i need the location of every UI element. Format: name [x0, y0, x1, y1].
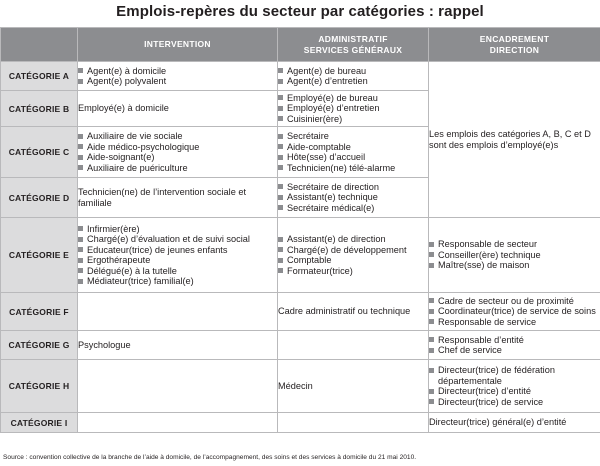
admin-a-list [278, 66, 428, 87]
category-f-label: CATÉGORIE F [1, 293, 78, 331]
admin-d-list [278, 182, 428, 214]
list-item: Chef de service [429, 345, 600, 356]
encadrement-i-cell [429, 413, 600, 433]
categories-table [0, 27, 600, 433]
intervention-f-cell [78, 293, 278, 331]
list-item: Chargé(e) d’évaluation et de suivi social [78, 234, 277, 245]
header-encadrement-line1: ENCADREMENT [479, 33, 550, 44]
list-item: Employé(e) de bureau [278, 93, 428, 104]
intervention-g-cell [78, 331, 278, 360]
list-item: Agent(e) de bureau [278, 66, 428, 77]
list-item: Comptable [278, 255, 428, 266]
admin-e-list [278, 234, 428, 276]
admin-f-cell [278, 293, 429, 331]
list-item: Secrétaire médical(e) [278, 203, 428, 214]
encadrement-i-text: Directeur(trice) général(e) d’entité [429, 417, 567, 428]
intervention-a-list [78, 66, 277, 87]
list-item: Agent(e) à domicile [78, 66, 277, 77]
admin-b-cell [278, 91, 429, 127]
list-item: Formateur(trice) [278, 266, 428, 277]
admin-a-cell [278, 62, 429, 91]
list-item: Responsable d’entité [429, 335, 600, 346]
header-intervention-label: INTERVENTION [144, 39, 211, 49]
table-row-a [1, 62, 600, 91]
encadrement-g-list [429, 335, 600, 356]
list-item: Assistant(e) technique [278, 192, 428, 203]
list-item: Employé(e) d’entretien [278, 103, 428, 114]
admin-d-cell [278, 178, 429, 218]
list-item: Aide-comptable [278, 142, 428, 153]
category-i-label: CATÉGORIE I [1, 413, 78, 433]
list-item: Aide médico-psychologique [78, 142, 277, 153]
list-item: Responsable de service [429, 317, 600, 328]
category-d-label: CATÉGORIE D [1, 178, 78, 218]
table-row-f [1, 293, 600, 331]
encadrement-e-list [429, 239, 600, 271]
intervention-e-cell [78, 218, 278, 293]
list-item: Coordinateur(trice) de service de soins [429, 306, 600, 317]
admin-e-cell [278, 218, 429, 293]
intervention-b-cell [78, 91, 278, 127]
list-item: Chargé(e) de développement [278, 245, 428, 256]
intervention-e-list [78, 224, 277, 287]
page-title: Emplois-repères du secteur par catégories : rappel [116, 3, 484, 20]
admin-i-cell [278, 413, 429, 433]
list-item: Maître(sse) de maison [429, 260, 600, 271]
table-row-h [1, 360, 600, 413]
table-row-e [1, 218, 600, 293]
list-item: Directeur(trice) de fédération départementale [429, 365, 600, 386]
list-item: Technicien(ne) télé-alarme [278, 163, 428, 174]
admin-f-text: Cadre administratif ou technique [278, 306, 411, 317]
list-item: Auxiliaire de puériculture [78, 163, 277, 174]
list-item: Ergothérapeute [78, 255, 277, 266]
list-item: Responsable de secteur [429, 239, 600, 250]
header-empty [1, 28, 78, 62]
category-g-label: CATÉGORIE G [1, 331, 78, 360]
category-e-label: CATÉGORIE E [1, 218, 78, 293]
category-a-label: CATÉGORIE A [1, 62, 78, 91]
list-item: Directeur(trice) d’entité [429, 386, 600, 397]
list-item: Cuisinier(ère) [278, 114, 428, 125]
encadrement-abcd-text: Les emplois des catégories A, B, C et D sont des emplois d’employé(e)s [429, 129, 591, 150]
list-item: Hôte(sse) d’accueil [278, 152, 428, 163]
list-item: Médiateur(trice) familial(e) [78, 276, 277, 287]
encadrement-h-cell [429, 360, 600, 413]
header-row [1, 28, 600, 62]
list-item: Agent(e) polyvalent [78, 76, 277, 87]
intervention-d-cell [78, 178, 278, 218]
table-row-g [1, 331, 600, 360]
admin-c-cell [278, 127, 429, 178]
header-administratif-line1: ADMINISTRATIF [318, 33, 388, 44]
list-item: Educateur(trice) de jeunes enfants [78, 245, 277, 256]
category-b-label: CATÉGORIE B [1, 91, 78, 127]
encadrement-h-list [429, 365, 600, 407]
category-h-label: CATÉGORIE H [1, 360, 78, 413]
list-item: Infirmier(ère) [78, 224, 277, 235]
table-row-i [1, 413, 600, 433]
admin-h-cell [278, 360, 429, 413]
header-administratif-line2: SERVICES GÉNÉRAUX [303, 44, 403, 55]
list-item: Aide-soignant(e) [78, 152, 277, 163]
encadrement-e-cell [429, 218, 600, 293]
list-item: Secrétaire de direction [278, 182, 428, 193]
header-encadrement [429, 28, 600, 62]
admin-h-text: Médecin [278, 380, 313, 391]
list-item: Cadre de secteur ou de proximité [429, 296, 600, 307]
intervention-c-list [78, 131, 277, 173]
intervention-c-cell [78, 127, 278, 178]
intervention-d-text: Technicien(ne) de l’intervention sociale et familiale [78, 187, 247, 208]
admin-b-list [278, 93, 428, 125]
encadrement-g-cell [429, 331, 600, 360]
list-item: Secrétaire [278, 131, 428, 142]
encadrement-f-list [429, 296, 600, 328]
encadrement-abcd-cell [429, 62, 600, 218]
intervention-g-text: Psychologue [78, 339, 131, 350]
header-administratif [278, 28, 429, 62]
intervention-a-cell [78, 62, 278, 91]
intervention-i-cell [78, 413, 278, 433]
list-item: Agent(e) d’entretien [278, 76, 428, 87]
admin-c-list [278, 131, 428, 173]
source-note: Source : convention collective de la branche de l’aide à domicile, de l’accompagnement, des soins et des services à domicile du 21 mai 2010. [3, 454, 417, 461]
list-item: Assistant(e) de direction [278, 234, 428, 245]
intervention-h-cell [78, 360, 278, 413]
list-item: Directeur(trice) de service [429, 397, 600, 408]
header-encadrement-line2: DIRECTION [489, 44, 540, 55]
encadrement-f-cell [429, 293, 600, 331]
list-item: Auxiliaire de vie sociale [78, 131, 277, 142]
intervention-b-text: Employé(e) à domicile [78, 103, 169, 114]
admin-g-cell [278, 331, 429, 360]
category-c-label: CATÉGORIE C [1, 127, 78, 178]
list-item: Conseiller(ère) technique [429, 250, 600, 261]
list-item: Délégué(e) à la tutelle [78, 266, 277, 277]
header-intervention [78, 28, 278, 62]
